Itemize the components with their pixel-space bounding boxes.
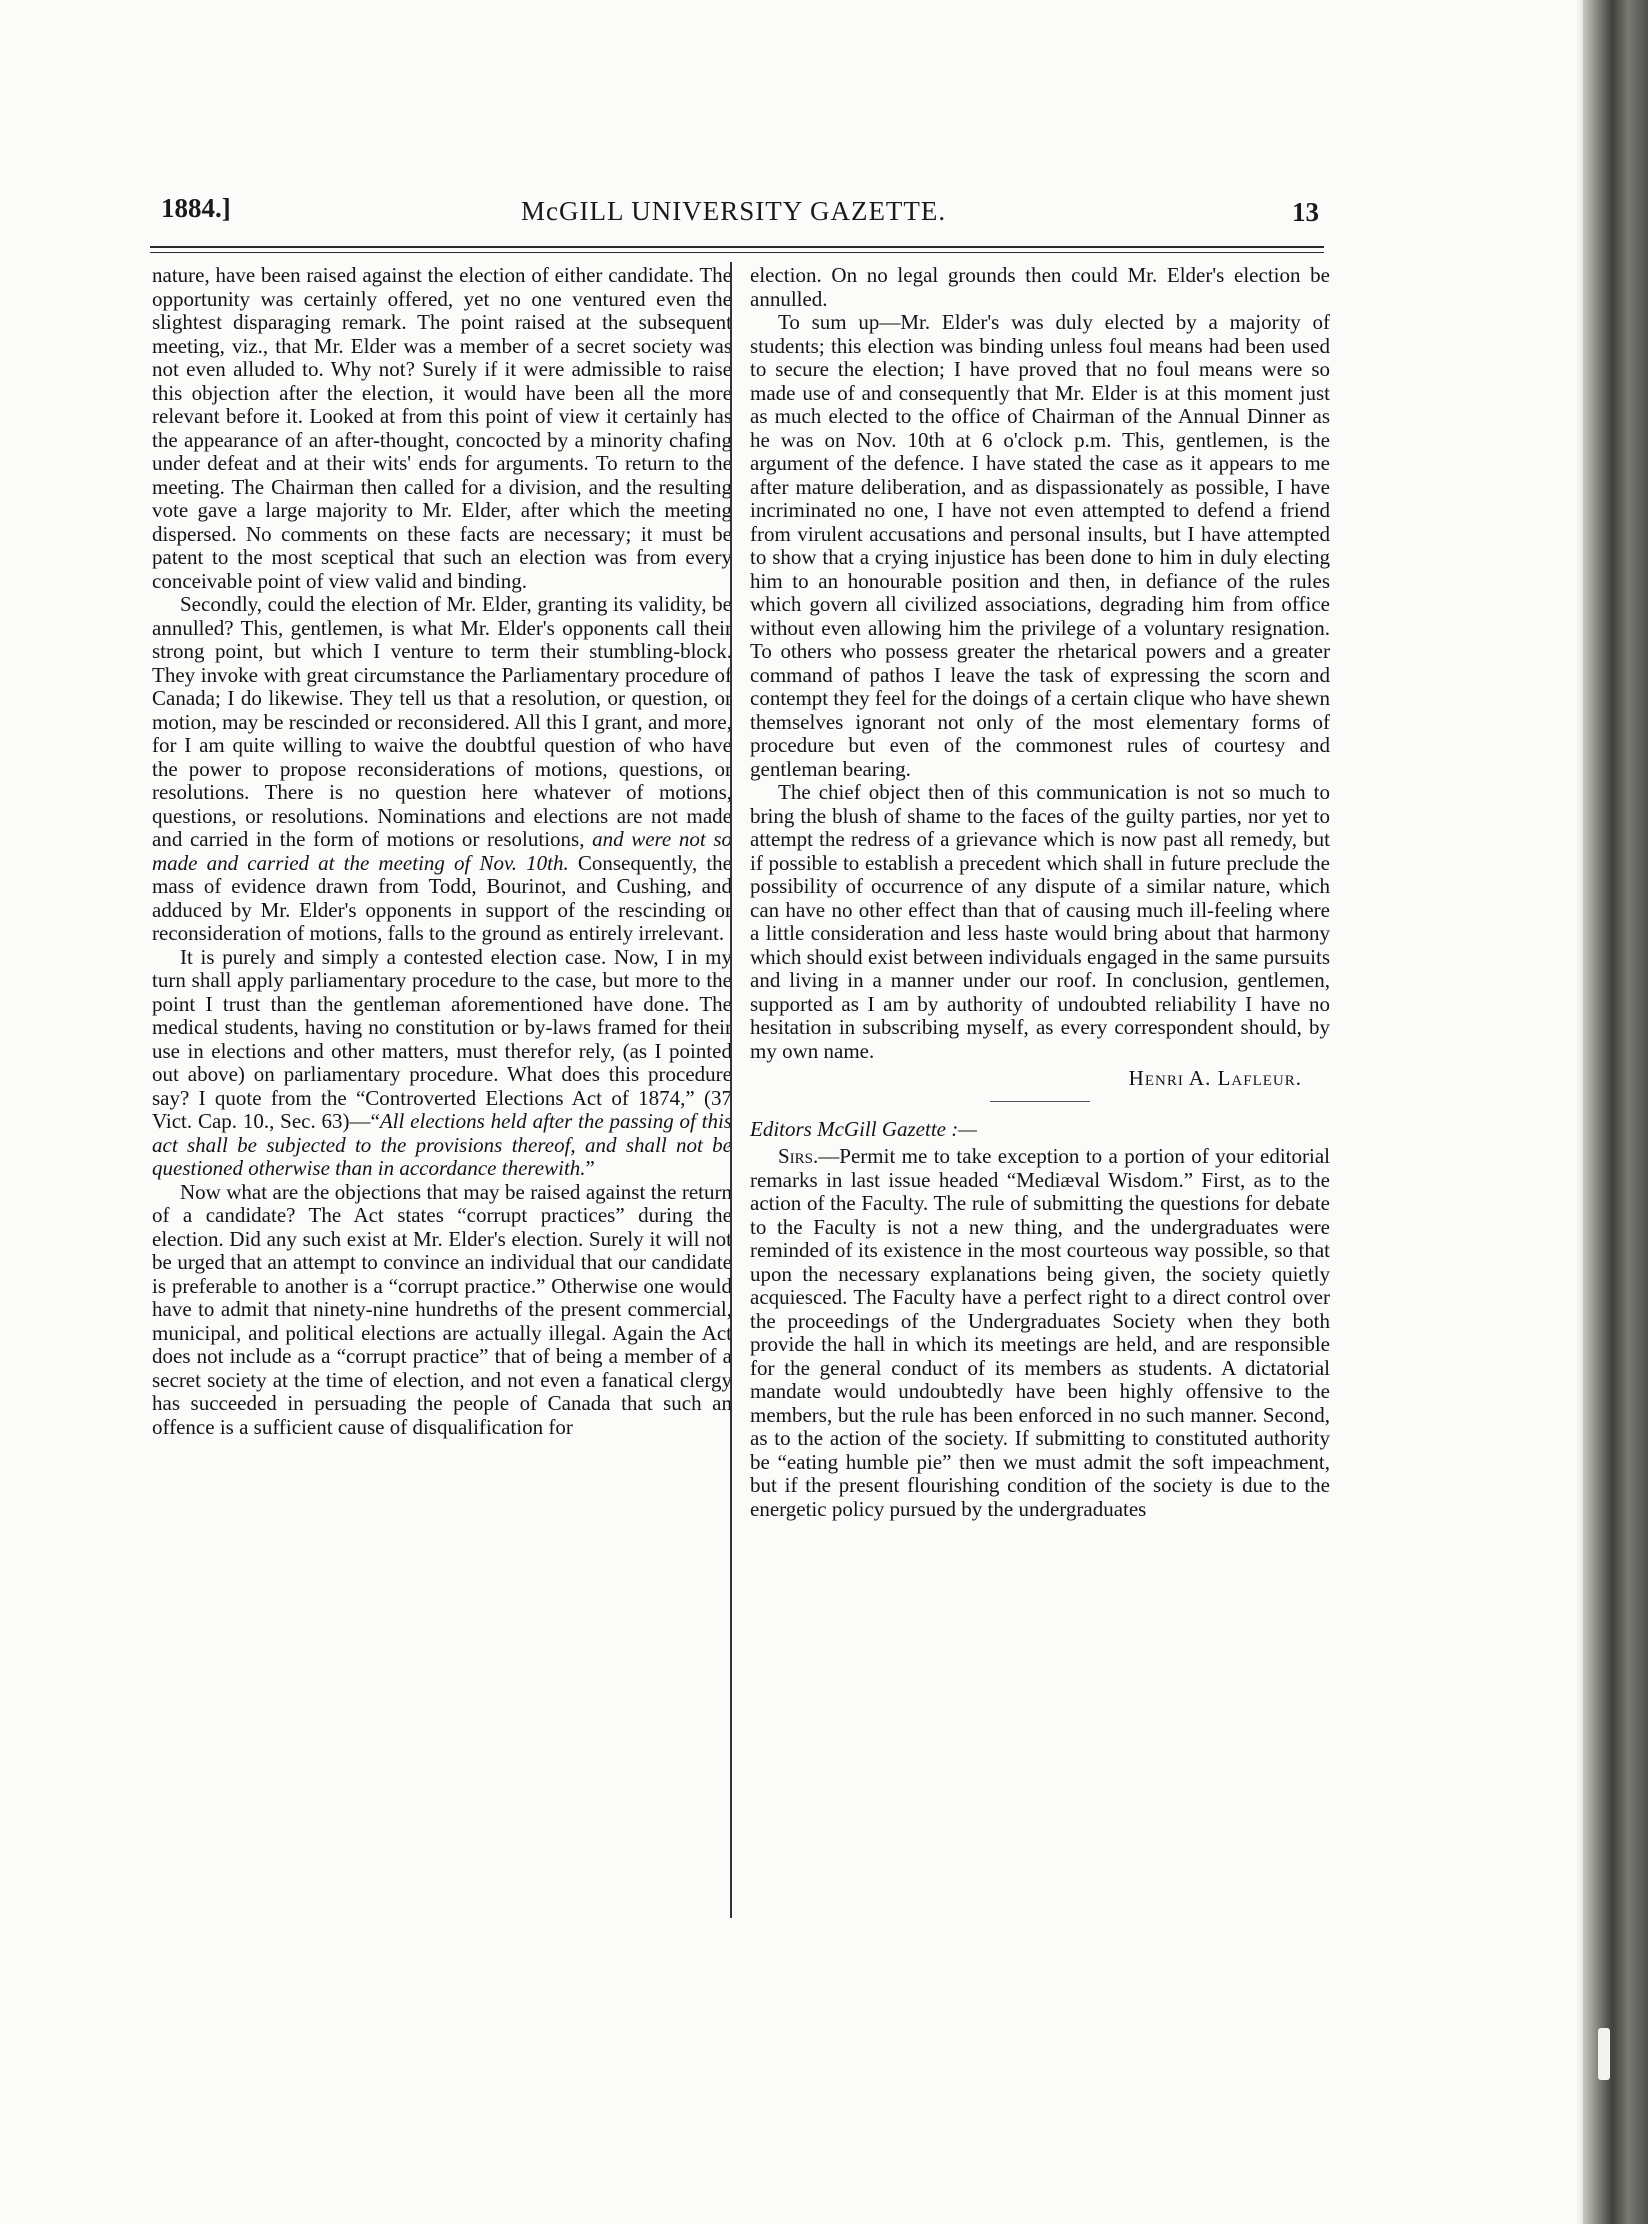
- page-edge: [1575, 0, 1583, 2224]
- paragraph: election. On no legal grounds then could Mr. Elder's election be annulled.: [750, 263, 1330, 311]
- right-column: [750, 264, 1330, 1521]
- column-divider: [730, 262, 732, 1918]
- text-run: Consequently, the mass of evidence drawn from Todd, Bourinot, and Cushing, and adduced by Mr. Elder's opponents in support of the rescinding or reconsideration of motions, falls to the ground as entirely irrelevant.: [152, 850, 732, 945]
- paragraph: [750, 1145, 1330, 1521]
- italic-quote: All elections held after the passing of this act shall be subjected to the provisions thereof, and shall not be questioned otherwise than in accordance therewith.: [152, 1109, 732, 1180]
- text-run: —Permit me to take exception to a portion of your editorial remarks in last issue headed “Mediæval Wisdom.” First, as to the action of the Faculty. The rule of submitting the questions for debate to the Faculty is not a new thing, and the undergraduates were reminded of its existence in the most courteous way possible, so that upon the necessary explanations being given, the society quietly acquiesced. The Faculty have a perfect right to a direct control over the proceedings of the Undergraduates Society when they both provide the hall in which its meetings are held, and are responsible for the general conduct of its members as students. A dictatorial mandate would undoubtedly have been highly offensive to the members, but the rule has been enforced in no such manner. Second, as to the action of the society. If submitting to constituted authority be “eating humble pie” then we must admit the soft impeachment, but if the present flourishing condition of the society is due to the energetic policy pursued by the undergraduates: [750, 1144, 1330, 1521]
- section-separator: [990, 1101, 1090, 1102]
- paragraph: [152, 593, 732, 946]
- text-run: ”: [585, 1156, 595, 1180]
- page-number: 13: [1292, 197, 1319, 227]
- header-title: McGILL UNIVERSITY GAZETTE.: [521, 196, 947, 226]
- paragraph: nature, have been raised against the election of either candidate. The opportunity was certainly offered, yet no one ventured even the slightest disparaging remark. The point raised at the subsequent meeting, viz., that Mr. Elder was a member of a secret society was not even alluded to. Why not? Surely if it were admissible to raise this objection after the election, it would have been all the more relevant before it. Looked at from this point of view it certainly has the appearance of an after-thought, concocted by a minority chafing under defeat and at their wits' ends for arguments. To return to the meeting. The Chairman then called for a division, and the resulting vote gave a large majority to Mr. Elder, after which the meeting dispersed. No comments on these facts are necessary; it must be patent to the most sceptical that such an election was from every conceivable point of view valid and binding.: [152, 263, 732, 593]
- sirs-label: Sirs.: [778, 1144, 819, 1168]
- paragraph: To sum up—Mr. Elder's was duly elected by a majority of students; this election was binding unless foul means had been used to secure the election; I have proved that no foul means were so made use of and consequently that Mr. Elder is at this moment just as much elected to the office of Chairman of the Annual Dinner as he was on Nov. 10th at 6 o'clock p.m. This, gentlemen, is the argument of the defence. I have stated the case as it appears to me after mature deliberation, and as dispassionately as possible, I have incriminated no one, I have not even attempted to defend a friend from virulent accusations and personal insults, but I have attempted to show that a crying injustice has been done to him in duly electing him to an honourable position and then, in defiance of the rules which govern all civilized associations, degrading him from office without even allowing him the privilege of a voluntary resignation. To others who possess greater the rhetarical powers and a greater command of pathos I leave the task of expressing the scorn and contempt they feel for the doings of a certain clique who have shewn themselves ignorant not only of the most elementary forms of procedure but even of the commonest rules of courtesy and gentleman bearing.: [750, 310, 1330, 781]
- italic-text: and were not so made and carried at the meeting of Nov. 10th.: [152, 827, 732, 875]
- spine-mark: [1598, 2028, 1610, 2080]
- header-rule-thin: [150, 252, 1324, 253]
- paragraph: Now what are the objections that may be raised against the return of a candidate? The Act states “corrupt practices” during the election. Did any such exist at Mr. Elder's election. Surely it will not be urged that an attempt to convince an individual that our candidate is preferable to another is a “corrupt practice.” Otherwise one would have to admit that ninety-nine hundreths of the present commercial, municipal, and political elections are actually illegal. Again the Act does not include as a “corrupt practice” that of being a member of a secret society at the time of election, and not even a fanatical clergy has succeeded in persuading the people of Canada that such an offence is a sufficient cause of disqualification for: [152, 1179, 732, 1439]
- paragraph: [152, 946, 732, 1181]
- header-rule: [150, 246, 1324, 248]
- letter-salutation: Editors McGill Gazette :—: [750, 1116, 977, 1141]
- text-run: Secondly, could the election of Mr. Elder, granting its validity, be annulled? This, gentlemen, is what Mr. Elder's opponents call their strong point, but which I venture to term their stumbling-block. They invoke with great circumstance the Parliamentary procedure of Canada; I do likewise. They tell us that a resolution, or question, or motion, may be rescinded or reconsidered. All this I grant, and more, for I am quite willing to waive the doubtful question of who have the power to propose reconsiderations of motions, questions, or resolutions. There is no question here whatever of motions, questions, or resolutions. Nominations and elections are not made and carried in the form of motions or resolutions,: [152, 592, 732, 851]
- text-run: It is purely and simply a contested election case. Now, I in my turn shall apply parliamentary procedure to the case, but more to the point I trust than the gentleman aforementioned have done. The medical students, having no constitution or by-laws framed for their use in elections and other matters, must therefor rely, (as I pointed out above) on parliamentary procedure. What does this procedure say? I quote from the “Controverted Elections Act of 1874,” (37 Vict. Cap. 10., Sec. 63)—“: [152, 944, 732, 1133]
- running-header: [153, 193, 1323, 233]
- signature: Henri A. Lafleur.: [1128, 1066, 1302, 1090]
- book-spine: [1583, 0, 1648, 2224]
- left-column: [152, 264, 732, 1439]
- paragraph: The chief object then of this communication is not so much to bring the blush of shame to the faces of the guilty parties, nor yet to attempt the redress of a grievance which is now past all remedy, but if possible to establish a precedent which shall in future preclude the possibility of occurrence of any dispute of a similar nature, which can have no other effect than that of causing much ill-feeling where a little consideration and less haste would bring about that harmony which should exist between individuals engaged in the same pursuits and living in a manner under our roof. In conclusion, gentlemen, supported as I am by authority of undoubted reliability I have no hesitation in subscribing myself, as every correspondent should, by my own name.: [750, 780, 1330, 1063]
- header-year: 1884.]: [161, 193, 231, 223]
